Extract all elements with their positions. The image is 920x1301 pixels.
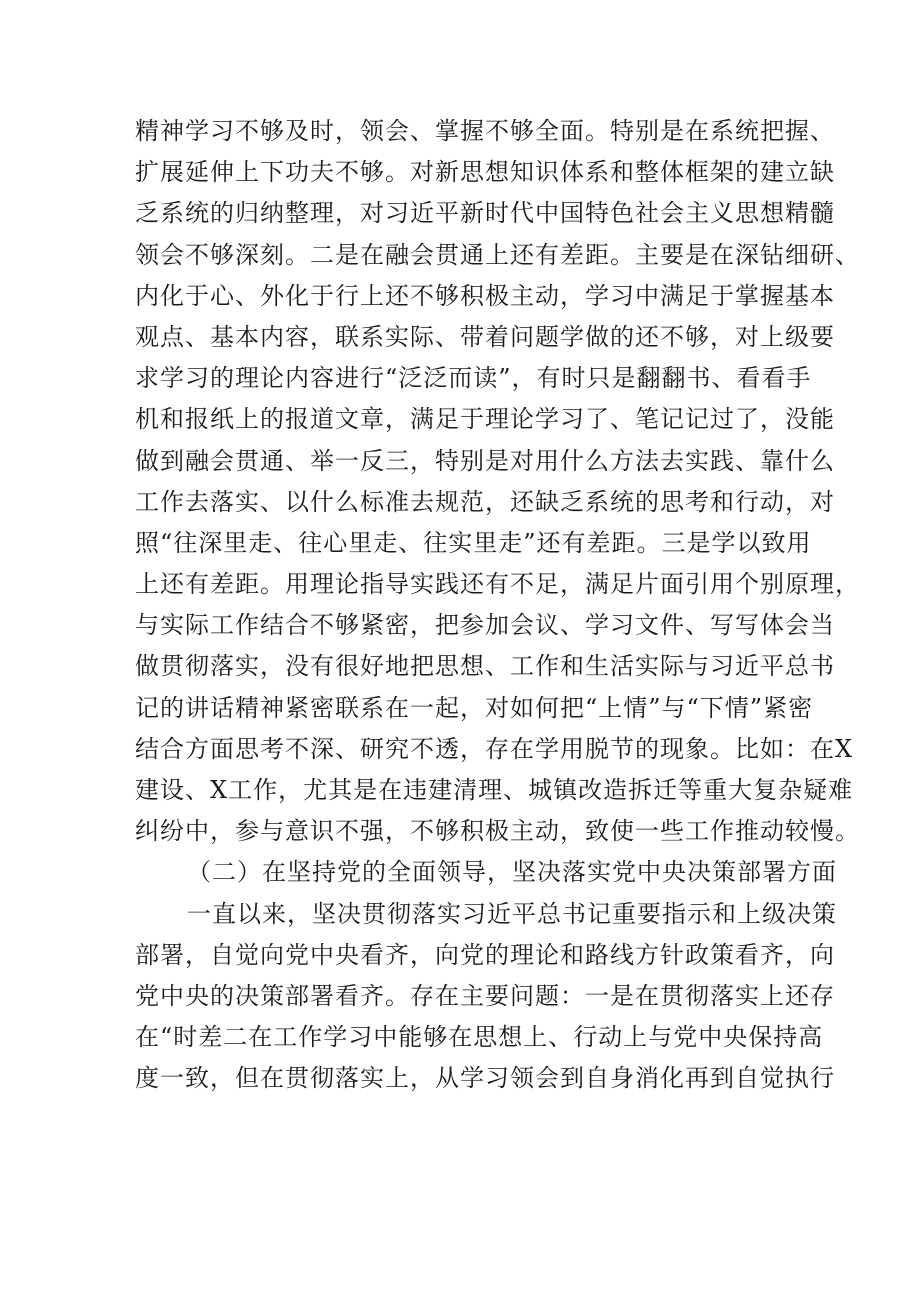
text-line: 做贯彻落实，没有很好地把思想、工作和生活实际与习近平总书 xyxy=(135,652,835,681)
text-line: 领会不够深刻。二是在融会贯通上还有差距。主要是在深钻细研、 xyxy=(135,240,860,269)
text-line: 建设、X工作，尤其是在违建清理、城镇改造拆迁等重大复杂疑难 xyxy=(135,776,854,804)
text-line: 内化于心、外化于行上还不够积极主动，学习中满足于掌握基本 xyxy=(135,281,835,310)
text-line: 与实际工作结合不够紧密，把参加会议、学习文件、写写体会当 xyxy=(135,611,835,640)
text-line: 上还有差距。用理论指导实践还有不足，满足片面引用个别原理， xyxy=(135,570,860,599)
text-line: 求学习的理论内容进行“泛泛而读”，有时只是翻翻书、看看手 xyxy=(135,364,812,393)
text-line: 结合方面思考不深、研究不透，存在学用脱节的现象。比如：在X xyxy=(135,734,854,763)
text-line: 部署，自觉向党中央看齐，向党的理论和路线方针政策看齐，向 xyxy=(135,940,835,969)
text-line: 在“时差二在工作学习中能够在思想上、行动上与党中央保持高 xyxy=(135,1023,824,1052)
text-line: 机和报纸上的报道文章，满足于理论学习了、笔记记过了，没能 xyxy=(135,405,835,434)
text-line: 乏系统的归纳整理，对习近平新时代中国特色社会主义思想精髓 xyxy=(135,199,835,228)
text-line: 做到融会贯通、举一反三，特别是对用什么方法去实践、靠什么 xyxy=(135,446,835,475)
text-line: 照“往深里走、往心里走、往实里走”还有差距。三是学以致用 xyxy=(135,528,812,557)
text-line: 一直以来，坚决贯彻落实习近平总书记重要指示和上级决策 xyxy=(187,899,837,928)
section-heading: （二）在坚持党的全面领导，坚决落实党中央决策部署方面 xyxy=(187,858,837,887)
text-line: 观点、基本内容，联系实际、带着问题学做的还不够，对上级要 xyxy=(135,322,835,351)
text-line: 扩展延伸上下功夫不够。对新思想知识体系和整体框架的建立缺 xyxy=(135,158,835,187)
text-line: 度一致，但在贯彻落实上，从学习领会到自身消化再到自觉执行 xyxy=(135,1064,835,1093)
body-text xyxy=(135,111,860,1100)
text-line: 党中央的决策部署看齐。存在主要问题：一是在贯彻落实上还存 xyxy=(135,981,835,1010)
text-line: 记的讲话精神紧密联系在一起，对如何把“上情”与“下情”紧密 xyxy=(135,693,814,722)
text-line: 精神学习不够及时，领会、掌握不够全面。特别是在系统把握、 xyxy=(135,117,835,145)
text-line: 工作去落实、以什么标准去规范，还缺乏系统的思考和行动，对 xyxy=(135,487,835,516)
text-line: 纠纷中，参与意识不强，不够积极主动，致使一些工作推动较慢。 xyxy=(135,817,860,846)
